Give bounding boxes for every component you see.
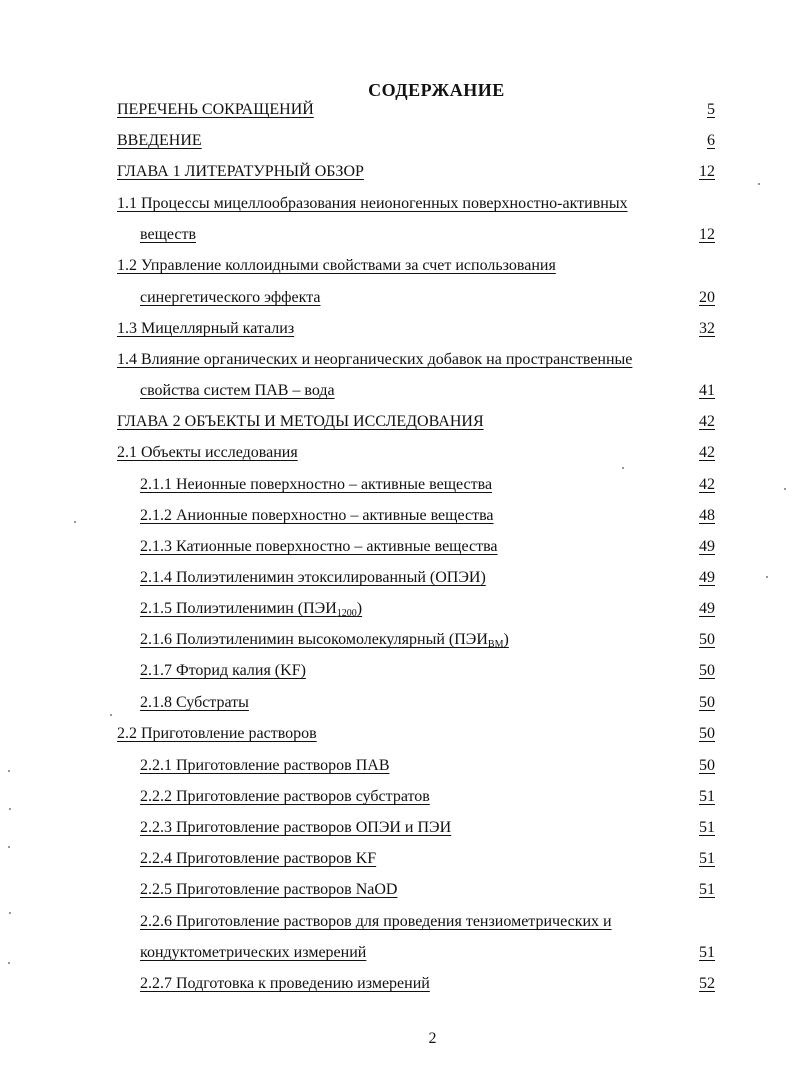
scan-speck (758, 183, 760, 185)
toc-entry[interactable] (0, 881, 793, 903)
toc-entry-page[interactable]: 5 (707, 101, 715, 118)
toc-entry-page[interactable]: 50 (699, 694, 715, 711)
toc-entry-title[interactable]: 2.1.3 Катионные поверхностно – активные вещества (140, 538, 498, 555)
toc-entry-page[interactable]: 20 (699, 289, 715, 306)
toc-entry-page[interactable]: 49 (699, 538, 715, 555)
toc-entry-title[interactable]: 2.2.4 Приготовление растворов KF (140, 850, 377, 867)
toc-entry[interactable] (0, 944, 793, 966)
toc-entry[interactable] (0, 538, 793, 560)
toc-entry-page[interactable]: 51 (699, 850, 715, 867)
toc-entry[interactable] (0, 132, 793, 154)
toc-entry-title[interactable]: 1.2 Управление коллоидными свойствами за счет использования (117, 257, 556, 274)
toc-entry-title[interactable]: 2.2.6 Приготовление растворов для проведения тензиометрических и (140, 913, 612, 930)
toc-entry[interactable] (0, 101, 793, 123)
toc-entry[interactable] (0, 600, 793, 622)
scan-speck (110, 714, 112, 716)
toc-entry-text: 2.1.6 Полиэтиленимин высокомолекулярный (ПЭИ (140, 631, 488, 648)
scan-speck (8, 846, 10, 848)
toc-entry[interactable] (0, 351, 793, 373)
toc-entry-page[interactable]: 52 (699, 975, 715, 992)
scan-speck (74, 521, 76, 523)
toc-entry-title[interactable]: кондуктометрических измерений (140, 944, 367, 961)
toc-entry-title[interactable]: 2.2.7 Подготовка к проведению измерений (140, 975, 430, 992)
toc-entry-title[interactable] (140, 631, 509, 650)
subscript: 1200 (336, 608, 357, 619)
toc-entry-page[interactable]: 12 (699, 163, 715, 180)
toc-entry[interactable] (0, 444, 793, 466)
toc-entry[interactable] (0, 320, 793, 342)
toc-entry-page[interactable]: 51 (699, 944, 715, 961)
toc-entry-page[interactable]: 32 (699, 320, 715, 337)
toc-entry-title[interactable]: 2.1.4 Полиэтиленимин этоксилированный (ОПЭИ) (140, 569, 486, 586)
toc-entry-text-after: ) (503, 631, 509, 648)
scan-speck (9, 808, 11, 810)
toc-entry[interactable] (0, 913, 793, 935)
toc-entry[interactable] (0, 413, 793, 435)
toc-entry-title[interactable]: 2.2 Приготовление растворов (117, 725, 317, 742)
toc-entry[interactable] (0, 507, 793, 529)
subscript: ВМ (487, 639, 504, 650)
toc-entry-page[interactable]: 41 (699, 382, 715, 399)
toc-entry-page[interactable]: 12 (699, 226, 715, 243)
toc-entry[interactable] (0, 226, 793, 248)
toc-entry-title[interactable]: 2.1 Объекты исследования (117, 444, 298, 461)
scan-speck (8, 962, 10, 964)
toc-entry-title[interactable]: 2.2.1 Приготовление растворов ПАВ (140, 757, 390, 774)
toc-entry-title[interactable]: 1.1 Процессы мицеллообразования неионогенных поверхностно-активных (117, 195, 628, 212)
toc-entry-title[interactable]: ПЕРЕЧЕНЬ СОКРАЩЕНИЙ (117, 101, 314, 118)
toc-entry-page[interactable]: 51 (699, 819, 715, 836)
toc-entry-page[interactable]: 42 (699, 413, 715, 430)
scan-speck (766, 576, 768, 578)
toc-entry-title[interactable]: ВВЕДЕНИЕ (117, 132, 202, 149)
toc-entry-title[interactable] (140, 600, 362, 619)
toc-entry-page[interactable]: 50 (699, 757, 715, 774)
toc-entry-title[interactable]: 1.3 Мицеллярный катализ (117, 320, 295, 337)
toc-entry-title[interactable]: ГЛАВА 2 ОБЪЕКТЫ И МЕТОДЫ ИССЛЕДОВАНИЯ (117, 413, 484, 430)
toc-entry[interactable] (0, 694, 793, 716)
scan-speck (784, 488, 786, 490)
toc-entry[interactable] (0, 757, 793, 779)
toc-entry-page[interactable]: 48 (699, 507, 715, 524)
toc-entry-page[interactable]: 50 (699, 725, 715, 742)
toc-entry-page[interactable]: 50 (699, 631, 715, 648)
toc-entry-page[interactable]: 49 (699, 569, 715, 586)
toc-entry-title[interactable]: 2.1.7 Фторид калия (KF) (140, 662, 306, 679)
toc-entry[interactable] (0, 850, 793, 872)
toc-entry-page[interactable]: 42 (699, 444, 715, 461)
toc-entry[interactable] (0, 662, 793, 684)
toc-entry-text-after: ) (356, 600, 363, 617)
toc-entry-title[interactable]: 1.4 Влияние органических и неорганических добавок на пространственные (117, 351, 633, 368)
toc-entry[interactable] (0, 476, 793, 498)
toc-entry-title[interactable]: 2.2.2 Приготовление растворов субстратов (140, 788, 430, 805)
scan-speck (9, 912, 11, 914)
toc-entry-title[interactable]: 2.2.5 Приготовление растворов NaOD (140, 881, 398, 898)
toc-entry-title[interactable]: 2.1.8 Субстраты (140, 694, 249, 711)
toc-entry-page[interactable]: 6 (707, 132, 715, 149)
scan-speck (622, 467, 624, 469)
toc-entry-title[interactable]: ГЛАВА 1 ЛИТЕРАТУРНЫЙ ОБЗОР (117, 163, 364, 180)
toc-entry-title[interactable]: синергетического эффекта (140, 289, 321, 306)
page-number: 2 (428, 1030, 437, 1047)
toc-entry-title[interactable]: веществ (140, 226, 197, 243)
toc-entry[interactable] (0, 819, 793, 841)
toc-entry-title[interactable]: 2.2.3 Приготовление растворов ОПЭИ и ПЭИ (140, 819, 452, 836)
toc-entry[interactable] (0, 195, 793, 217)
toc-entry-page[interactable]: 49 (699, 600, 715, 617)
toc-entry[interactable] (0, 975, 793, 997)
toc-entry[interactable] (0, 569, 793, 591)
toc-entry-page[interactable]: 51 (699, 881, 715, 898)
toc-entry[interactable] (0, 788, 793, 810)
scan-speck (8, 770, 10, 772)
toc-entry[interactable] (0, 257, 793, 279)
toc-entry[interactable] (0, 289, 793, 311)
toc-entry-title[interactable]: 2.1.1 Неионные поверхностно – активные вещества (140, 476, 493, 493)
toc-entry[interactable] (0, 382, 793, 404)
toc-entry[interactable] (0, 163, 793, 185)
toc-entry[interactable] (0, 631, 793, 653)
toc-entry[interactable] (0, 725, 793, 747)
page-title: СОДЕРЖАНИЕ (368, 80, 505, 100)
toc-entry-text: 2.1.5 Полиэтиленимин (ПЭИ (140, 600, 337, 617)
toc-entry-title[interactable]: свойства систем ПАВ – вода (140, 382, 335, 399)
toc-entry-page[interactable]: 50 (699, 662, 715, 679)
toc-entry-page[interactable]: 42 (699, 476, 715, 493)
toc-entry-title[interactable]: 2.1.2 Анионные поверхностно – активные вещества (140, 507, 494, 524)
toc-entry-page[interactable]: 51 (699, 788, 715, 805)
